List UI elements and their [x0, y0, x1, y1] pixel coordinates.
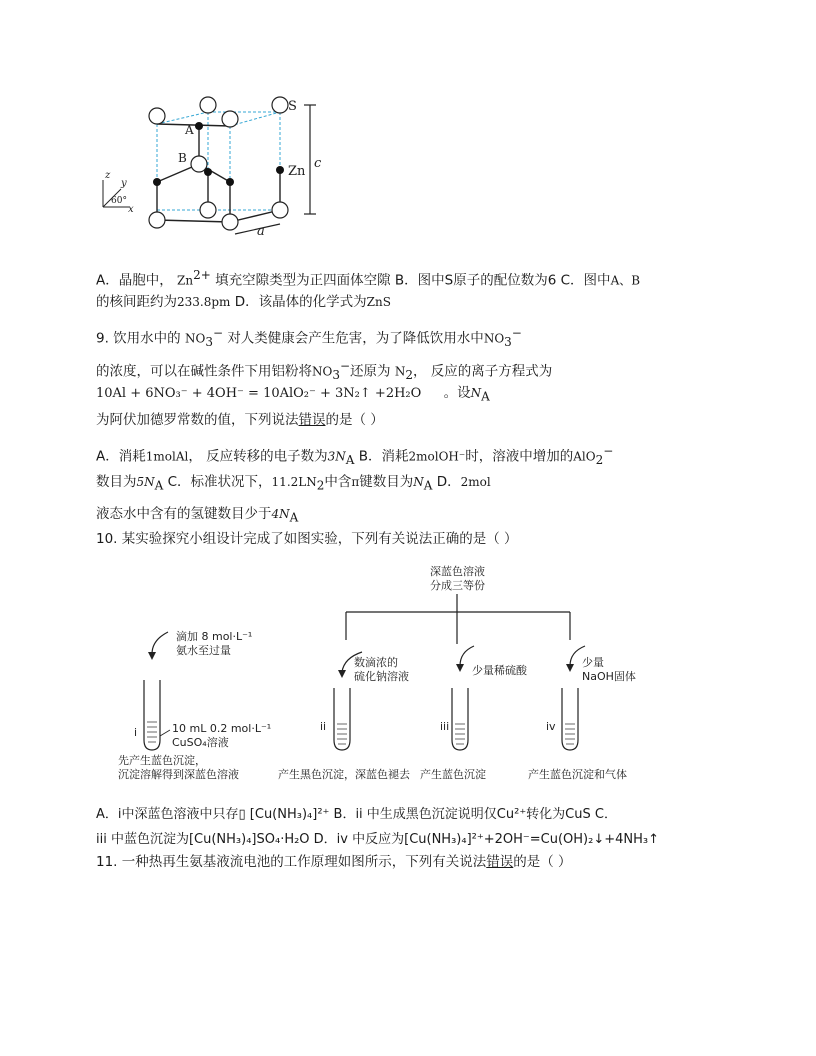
q8-line2: 的核间距约为233.8pm D．该晶体的化学式为ZnS [96, 294, 391, 310]
q9-stem: 为阿伏加德罗常数的值，下列说法错误的是（ ） [96, 412, 384, 428]
q9-line2: 的浓度，可以在碱性条件下用铝粉将$NO_3^-$还原为 $N_2$， 反应的离子方程式为 [96, 359, 553, 383]
q8-line1: A．晶胞中， $Zn^{2+}$ 填充空隙类型为正四面体空隙 B．图中S原子的配位数为6 C．图中A、B [96, 268, 641, 289]
q9-options-line3: 液态水中含有的氢键数目少于$4N_A$ [96, 506, 299, 525]
tube-i-label: i [134, 726, 138, 739]
a-length-label: a [257, 224, 265, 239]
tube-iv-label: iv [546, 720, 556, 733]
s-label: S [288, 99, 297, 114]
atom-a-label: A [185, 123, 194, 137]
q9-options-line2: 数目为$5N_A$ C．标准状况下，$11.2LN_2$中含π键数目为$N_A$ D．2mol [96, 474, 491, 493]
add4-line1: 少量 [582, 656, 604, 669]
q9-equation: 10Al + 6NO₃⁻ + 4OH⁻ = 10AlO₂⁻ + 3N₂↑ +2H₂O 。设$N_A$ [96, 385, 490, 404]
res1-line1: 先产生蓝色沉淀， [118, 754, 206, 767]
add2-line1: 数滴浓的 [354, 656, 398, 669]
add1-line2: 氨水至过量 [176, 644, 231, 657]
add3: 少量稀硫酸 [472, 664, 527, 677]
top-solution-label: 深蓝色溶液 [430, 565, 485, 578]
add2-line2: 硫化钠溶液 [354, 670, 409, 683]
top-split-label: 分成三等份 [430, 579, 485, 592]
tube-ii-label: ii [320, 720, 327, 733]
c-label: c [314, 156, 322, 171]
sol1-line2: CuSO₄溶液 [172, 736, 229, 749]
q9-line1: 9. 饮用水中的 $NO_3^-$ 对人类健康会产生危害，为了降低饮用水中$NO_3^-$ [96, 326, 522, 350]
axis-z-label: z [105, 170, 111, 181]
res3: 产生蓝色沉淀 [420, 768, 486, 781]
q9-options-line1: A．消耗1molAl， 反应转移的电子数为$3N_A$ B．消耗2molOH⁻时，溶液中增加的AlO$_2$− [96, 444, 614, 468]
add4-line2: NaOH固体 [582, 670, 636, 683]
axis-y-label: y [121, 178, 127, 189]
atom-b-label: B [178, 151, 187, 165]
res2: 产生黑色沉淀，深蓝色褪去 [278, 768, 410, 781]
zn-label: Zn [288, 164, 306, 179]
q10-options-line2: iii 中蓝色沉淀为[Cu(NH₃)₄]SO₄·H₂O D．iv 中反应为[Cu(NH₃)₄]²⁺+2OH⁻=Cu(OH)₂↓+4NH₃↑ [96, 832, 659, 847]
crystal-cell-figure [95, 92, 330, 242]
res1-line2: 沉淀溶解得到深蓝色溶液 [118, 768, 239, 781]
q10-options-line1: A．i中深蓝色溶液中只存▯ [Cu(NH₃)₄]²⁺ B．ii 中生成黑色沉淀说明仅Cu²⁺转化为CuS C． [96, 807, 617, 822]
q10-experiment-figure [118, 560, 670, 788]
res4: 产生蓝色沉淀和气体 [528, 768, 627, 781]
tube-iii-label: iii [440, 720, 450, 733]
add1-line1: 滴加 8 mol·L⁻¹ [176, 630, 253, 643]
sol1-line1: 10 mL 0.2 mol·L⁻¹ [172, 722, 272, 735]
q10-title: 10. 某实验探究小组设计完成了如图实验，下列有关说法正确的是（ ） [96, 531, 518, 547]
axis-x-label: x [128, 204, 134, 215]
q11-title: 11. 一种热再生氨基液流电池的工作原理如图所示，下列有关说法错误的是（ ） [96, 854, 572, 870]
axis-angle-label: 60° [111, 196, 127, 206]
